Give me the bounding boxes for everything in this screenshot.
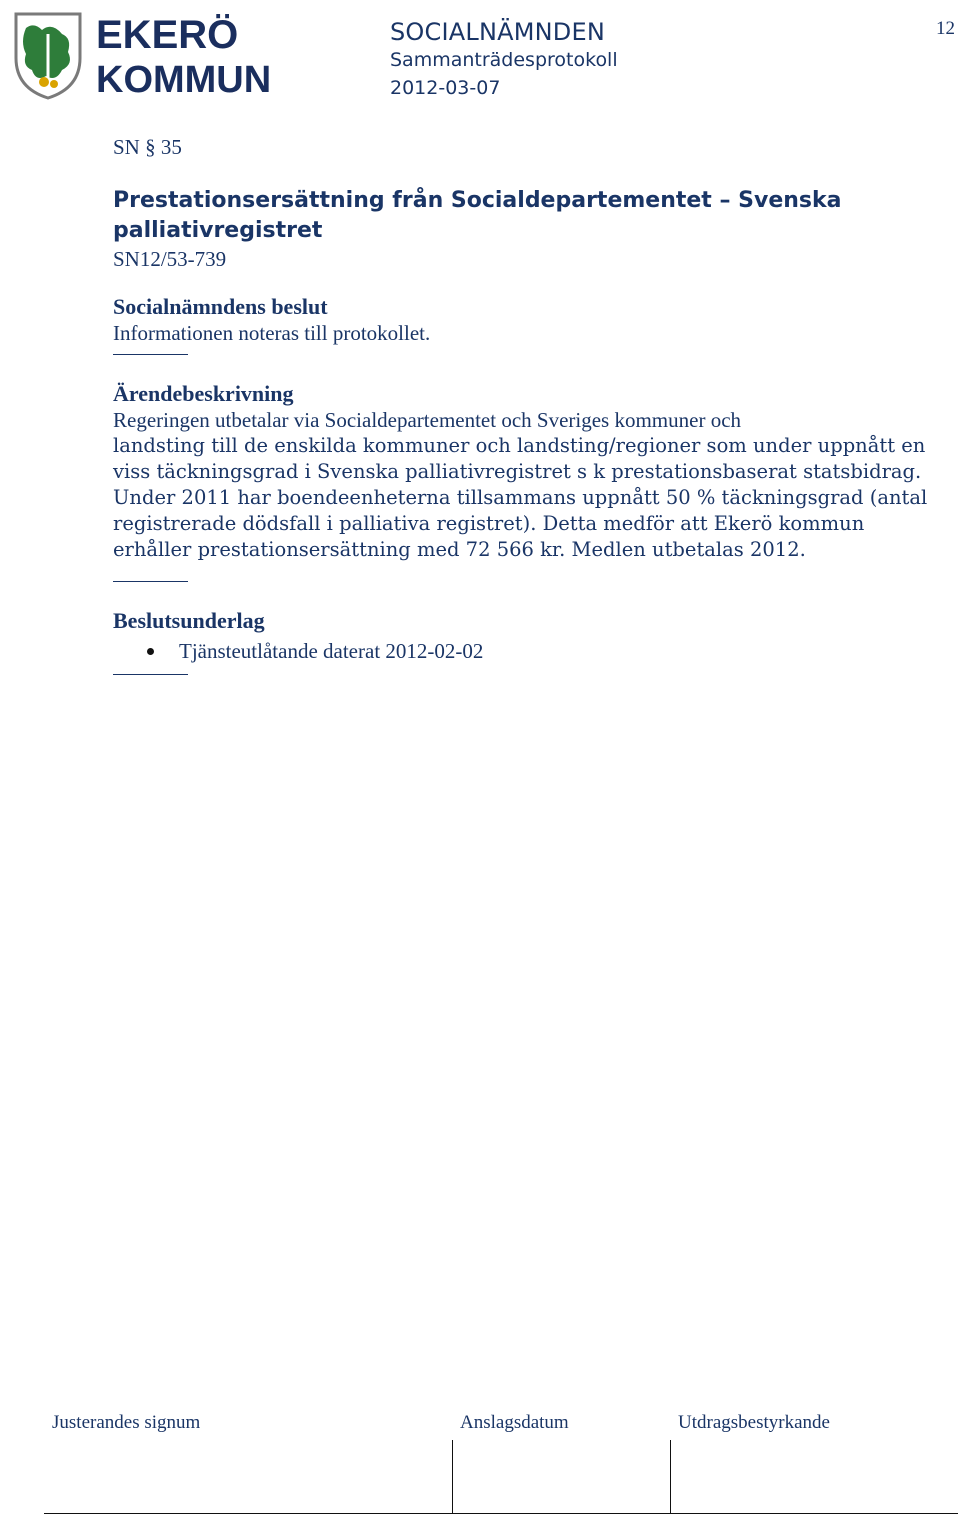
posting-date-label: Anslagsdatum	[460, 1412, 569, 1433]
description-text-line1: Regeringen utbetalar via Socialdepartementet och Sveriges kommuner och	[113, 408, 742, 432]
coat-of-arms-icon	[16, 14, 80, 98]
case-number: SN12/53-739	[113, 247, 227, 271]
paragraph-reference: SN § 35	[113, 135, 182, 159]
logo-word-ekero: EKERÖ	[96, 13, 239, 57]
signature-footer	[0, 1408, 960, 1521]
signature-label: Justerandes signum	[52, 1412, 201, 1433]
logo-word-kommun: KOMMUN	[96, 59, 272, 100]
footer-divider	[670, 1440, 671, 1514]
document-body	[113, 130, 948, 675]
ekero-kommun-logo	[12, 8, 274, 100]
section-divider	[113, 354, 188, 355]
section-divider	[113, 674, 188, 675]
basis-list-item: Tjänsteutlåtande daterat 2012-02-02	[179, 638, 948, 664]
meeting-date: 2012-03-07	[390, 77, 501, 99]
decision-text: Informationen noteras till protokollet.	[113, 321, 431, 345]
decision-heading: Socialnämndens beslut	[113, 294, 328, 319]
basis-list	[113, 638, 948, 664]
footer-divider	[452, 1440, 453, 1514]
description-heading: Ärendebeskrivning	[113, 381, 294, 406]
section-divider	[113, 581, 188, 582]
document-header	[390, 18, 618, 102]
item-heading: Prestationsersättning från Socialdepartementet – Svenska palliativregistret	[113, 188, 842, 243]
certification-label: Utdragsbestyrkande	[678, 1412, 830, 1433]
page-number: 12	[936, 18, 955, 39]
basis-heading: Beslutsunderlag	[113, 608, 265, 633]
committee-name: SOCIALNÄMNDEN	[390, 18, 605, 46]
document-type: Sammanträdesprotokoll	[390, 49, 618, 71]
footer-baseline	[44, 1513, 958, 1514]
description-text-body: landsting till de enskilda kommuner och landsting/regioner som under uppnått en viss täckningsgrad i Svenska palliativregistret s k prestationsbaserat statsbidrag. Under 2011 har boendeenheterna tillsammans uppnått 50 % täckningsgrad (antal registrerade dödsfall i palliativa registret). Detta medför att Ekerö kommun erhåller prestationsersättning med 72 566 kr. Medlen utbetalas 2012.	[113, 434, 928, 561]
